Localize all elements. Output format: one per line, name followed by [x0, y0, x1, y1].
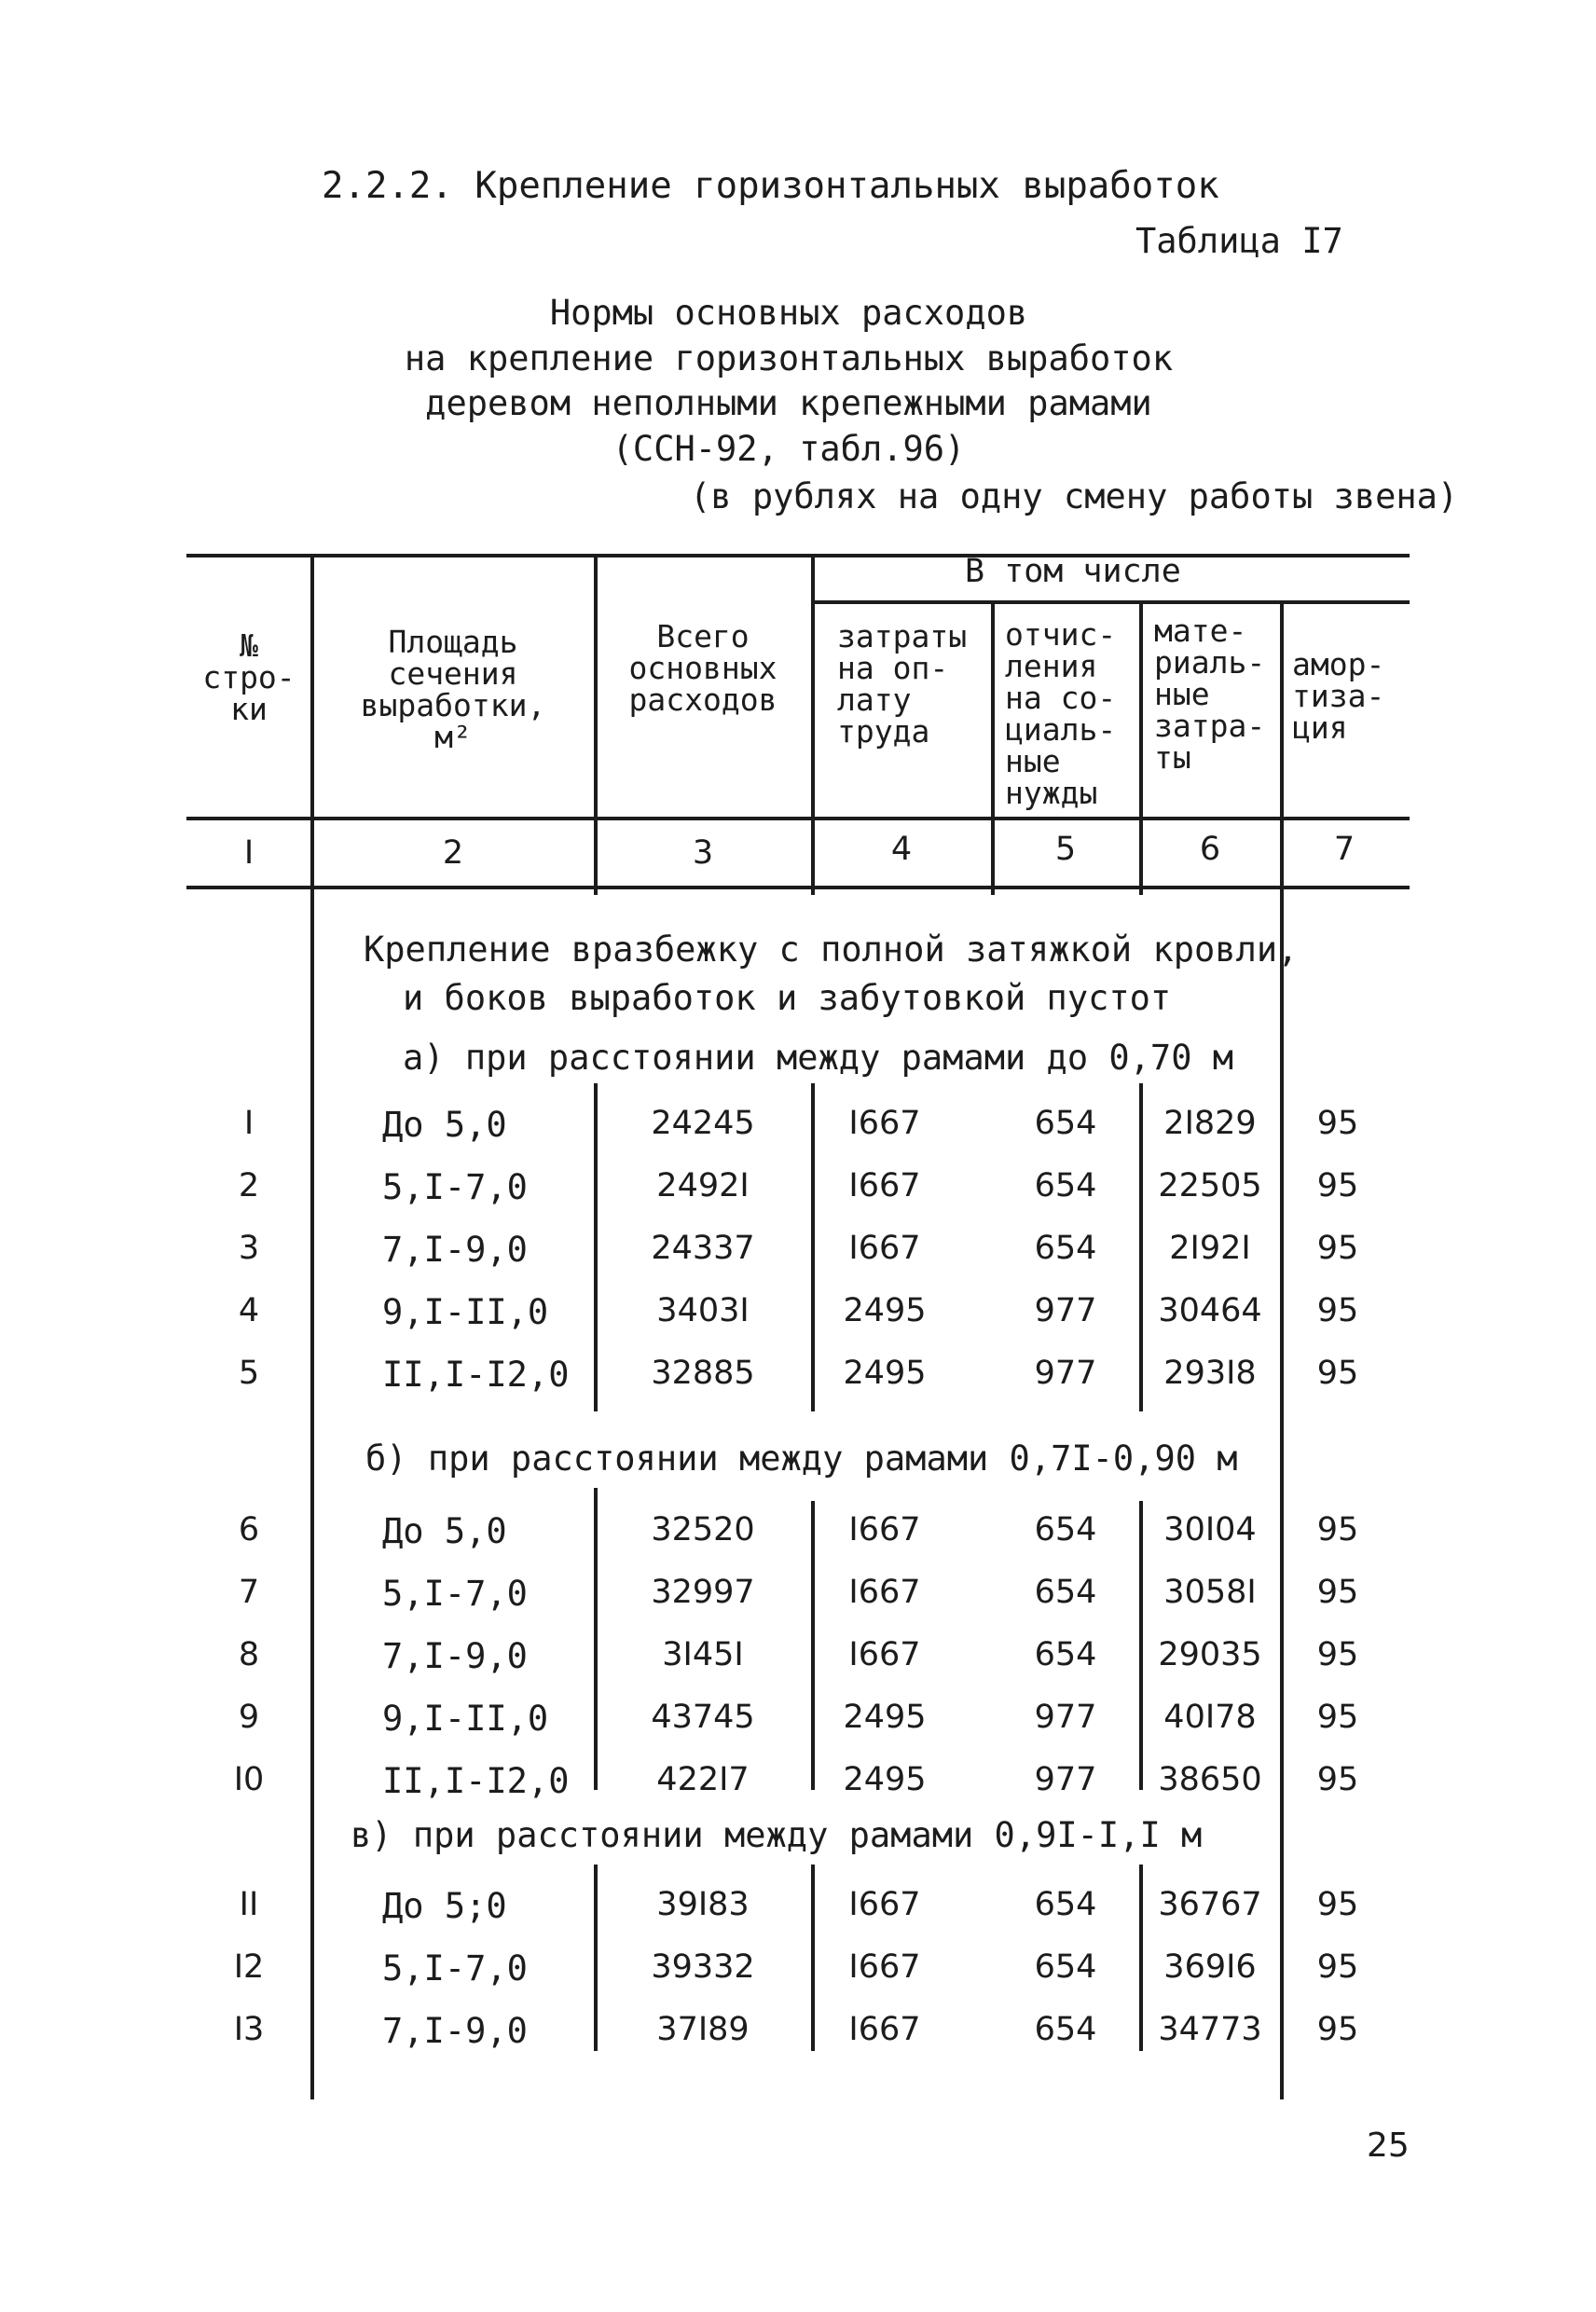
row-area: 5,I-7,0: [382, 1948, 528, 1989]
group-title-line-2: и боков выработок и забутовкой пустот: [403, 978, 1172, 1018]
row-total: 32997: [651, 1574, 755, 1611]
row-area: 7,I-9,0: [382, 1636, 528, 1676]
group-title-line-1: Крепление вразбежку с полной затяжкой кровли,: [364, 929, 1299, 970]
subsection-title-a: а) при расстоянии между рамами до 0,70 м: [403, 1038, 1234, 1078]
row-material: 2I829: [1163, 1105, 1257, 1142]
subsection-title-c: в) при расстоянии между рамами 0,9I-I,I м: [351, 1815, 1203, 1855]
row-social: 654: [1034, 1105, 1097, 1142]
col-divider-6: [1280, 600, 1284, 2099]
row-number: II: [239, 1886, 259, 1923]
row-labor: I667: [848, 1574, 921, 1611]
table-top-rule: [186, 554, 1410, 557]
row-labor: I667: [848, 1948, 921, 1986]
numbers-bottom-rule: [186, 886, 1410, 889]
row-material: 22505: [1158, 1167, 1262, 1204]
header-row-number: № стро- ки: [202, 627, 296, 727]
page-number: 25: [1367, 2126, 1410, 2165]
header-total: Всего основных расходов: [628, 618, 777, 718]
header-area: Площадь сечения выработки, м²: [360, 624, 546, 755]
row-material: 40I78: [1163, 1699, 1257, 1736]
row-social: 977: [1034, 1355, 1097, 1392]
row-social: 654: [1034, 1886, 1097, 1923]
header-bottom-rule: [186, 817, 1410, 820]
row-social: 654: [1034, 1574, 1097, 1611]
row-area: 5,I-7,0: [382, 1167, 528, 1207]
row-number: I2: [233, 1948, 265, 1986]
row-labor: I667: [848, 1886, 921, 1923]
row-amort: 95: [1316, 1886, 1359, 1923]
row-area: 9,I-II,0: [382, 1699, 549, 1739]
row-material: 34773: [1158, 2011, 1262, 2048]
row-total: 422I7: [656, 1761, 750, 1798]
subsection-title-b: б) при расстоянии между рамами 0,7I-0,90 м: [365, 1438, 1238, 1479]
row-social: 654: [1034, 1167, 1097, 1204]
row-labor: I667: [848, 2011, 921, 2048]
row-material: 3058I: [1163, 1574, 1257, 1611]
row-material: 36767: [1158, 1886, 1262, 1923]
row-area: До 5,0: [382, 1511, 507, 1551]
row-total: 24337: [651, 1230, 755, 1267]
header-social: отчис- ления на со- циаль- ные нужды: [1005, 616, 1117, 811]
row-total: 24245: [651, 1105, 755, 1142]
row-area: 7,I-9,0: [382, 1230, 528, 1270]
row-amort: 95: [1316, 2011, 1359, 2048]
row-number: I: [243, 1105, 255, 1142]
row-labor: 2495: [843, 1292, 927, 1329]
title-line-4: (ССН-92, табл.96): [612, 429, 966, 469]
row-area: 9,I-II,0: [382, 1292, 549, 1332]
row-total: 37I89: [656, 2011, 750, 2048]
col-number-6: 6: [1199, 831, 1221, 868]
row-total: 39332: [651, 1948, 755, 1986]
row-number: 2: [238, 1167, 260, 1204]
row-amort: 95: [1316, 1948, 1359, 1986]
row-total: 43745: [651, 1699, 755, 1736]
row-number: 8: [238, 1636, 260, 1673]
row-area: До 5;0: [382, 1886, 507, 1926]
row-number: 9: [238, 1699, 260, 1736]
row-material: 2I92I: [1169, 1230, 1251, 1267]
col-number-2: 2: [442, 834, 464, 872]
header-labor: затраты на оп- лату труда: [837, 618, 968, 750]
col-divider-1: [310, 554, 314, 2099]
row-number: 5: [238, 1355, 260, 1392]
col-number-1: I: [243, 834, 255, 872]
col-number-5: 5: [1054, 831, 1077, 868]
row-social: 977: [1034, 1761, 1097, 1798]
title-line-3: деревом неполными крепежными рамами: [425, 383, 1152, 423]
row-total: 2492I: [656, 1167, 750, 1204]
row-labor: 2495: [843, 1699, 927, 1736]
row-amort: 95: [1316, 1636, 1359, 1673]
title-line-1: Нормы основных расходов: [549, 293, 1028, 333]
row-number: I0: [233, 1761, 265, 1798]
section-heading: 2.2.2. Крепление горизонтальных выработок: [322, 165, 1219, 207]
group-header-rule: [811, 600, 1410, 604]
row-total: 32885: [651, 1355, 755, 1392]
row-amort: 95: [1316, 1574, 1359, 1611]
row-material: 30464: [1158, 1292, 1262, 1329]
title-line-2: на крепление горизонтальных выработок: [404, 338, 1174, 378]
header-amortization: амор- тиза- ция: [1292, 646, 1385, 746]
row-number: I3: [233, 2011, 265, 2048]
row-total: 3I45I: [662, 1636, 744, 1673]
row-labor: 2495: [843, 1761, 927, 1798]
row-labor: I667: [848, 1230, 921, 1267]
row-labor: I667: [848, 1511, 921, 1548]
row-amort: 95: [1316, 1292, 1359, 1329]
row-social: 654: [1034, 2011, 1097, 2048]
header-material: мате- риаль- ные затра- ты: [1154, 612, 1266, 776]
row-social: 654: [1034, 1511, 1097, 1548]
row-labor: I667: [848, 1636, 921, 1673]
row-number: 6: [238, 1511, 260, 1548]
row-social: 977: [1034, 1292, 1097, 1329]
row-amort: 95: [1316, 1699, 1359, 1736]
row-amort: 95: [1316, 1761, 1359, 1798]
row-labor: I667: [848, 1105, 921, 1142]
row-area: II,I-I2,0: [382, 1761, 570, 1801]
row-area: 7,I-9,0: [382, 2011, 528, 2051]
row-social: 977: [1034, 1699, 1097, 1736]
row-total: 32520: [651, 1511, 755, 1548]
row-area: II,I-I2,0: [382, 1355, 570, 1395]
row-social: 654: [1034, 1948, 1097, 1986]
row-total: 39I83: [656, 1886, 750, 1923]
row-labor: 2495: [843, 1355, 927, 1392]
col-number-4: 4: [890, 831, 913, 868]
row-amort: 95: [1316, 1167, 1359, 1204]
row-total: 3403I: [656, 1292, 750, 1329]
row-area: 5,I-7,0: [382, 1574, 528, 1614]
row-material: 38650: [1158, 1761, 1262, 1798]
row-labor: I667: [848, 1167, 921, 1204]
row-area: До 5,0: [382, 1105, 507, 1145]
row-number: 7: [238, 1574, 260, 1611]
table-label: Таблица I7: [1135, 221, 1343, 261]
row-material: 369I6: [1163, 1948, 1257, 1986]
row-material: 29035: [1158, 1636, 1262, 1673]
row-amort: 95: [1316, 1355, 1359, 1392]
row-number: 4: [238, 1292, 260, 1329]
row-amort: 95: [1316, 1105, 1359, 1142]
row-material: 30I04: [1163, 1511, 1257, 1548]
col-number-3: 3: [692, 834, 714, 872]
row-social: 654: [1034, 1230, 1097, 1267]
header-group-label: В том числе: [965, 553, 1181, 590]
row-number: 3: [238, 1230, 260, 1267]
row-material: 293I8: [1163, 1355, 1257, 1392]
row-amort: 95: [1316, 1511, 1359, 1548]
row-amort: 95: [1316, 1230, 1359, 1267]
row-social: 654: [1034, 1636, 1097, 1673]
title-units: (в рублях на одну смену работы звена): [690, 476, 1459, 516]
col-number-7: 7: [1333, 831, 1355, 868]
